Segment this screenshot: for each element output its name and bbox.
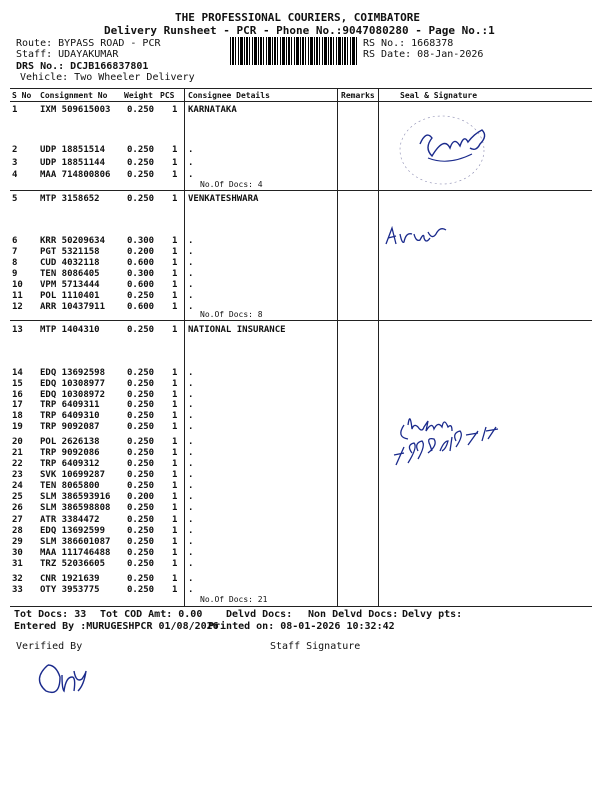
pieces: 1 xyxy=(172,422,178,432)
weight: 0.250 xyxy=(127,291,155,301)
consignment-number: UDP 18851144 xyxy=(40,158,106,168)
no-of-docs: No.Of Docs: 8 xyxy=(200,310,263,319)
consignment-number: OTY 3953775 xyxy=(40,585,100,595)
col-header-consignment: Consignment No xyxy=(40,91,108,100)
consignment-number: VPM 5713444 xyxy=(40,280,100,290)
consignment-number: TRP 6409310 xyxy=(40,411,100,421)
group-separator xyxy=(10,190,592,191)
consignee-detail: . xyxy=(188,574,194,584)
serial-number: 17 xyxy=(12,400,23,410)
serial-number: 20 xyxy=(12,437,23,447)
consignee-detail: . xyxy=(188,422,194,432)
table-top-rule xyxy=(10,88,592,89)
table-row xyxy=(0,559,600,570)
pieces: 1 xyxy=(172,481,178,491)
pieces: 1 xyxy=(172,390,178,400)
consignee-detail: . xyxy=(188,258,194,268)
serial-number: 26 xyxy=(12,503,23,513)
consignment-number: KRR 50209634 xyxy=(40,236,106,246)
table-row xyxy=(0,325,600,336)
weight: 0.250 xyxy=(127,503,155,513)
consignment-number: MTP 3158652 xyxy=(40,194,100,204)
verified-by-label: Verified By xyxy=(16,641,83,652)
pieces: 1 xyxy=(172,459,178,469)
pieces: 1 xyxy=(172,379,178,389)
consignee-detail: . xyxy=(188,459,194,469)
col-header-weight: Weight xyxy=(124,91,153,100)
weight: 0.250 xyxy=(127,170,155,180)
consignment-number: TRP 6409311 xyxy=(40,400,100,410)
table-row xyxy=(0,537,600,548)
serial-number: 21 xyxy=(12,448,23,458)
pieces: 1 xyxy=(172,158,178,168)
weight: 0.300 xyxy=(127,236,155,246)
table-row xyxy=(0,503,600,514)
weight: 0.250 xyxy=(127,158,155,168)
weight: 0.250 xyxy=(127,422,155,432)
consignment-number: POL 1110401 xyxy=(40,291,100,301)
serial-number: 13 xyxy=(12,325,23,335)
consignment-number: TRP 9092086 xyxy=(40,448,100,458)
consignment-number: EDQ 13692598 xyxy=(40,368,106,378)
signature-verified xyxy=(34,655,94,700)
serial-number: 27 xyxy=(12,515,23,525)
weight: 0.600 xyxy=(127,280,155,290)
consignee-detail: . xyxy=(188,492,194,502)
weight: 0.250 xyxy=(127,194,155,204)
consignee-detail: . xyxy=(188,368,194,378)
consignment-number: ARR 10437911 xyxy=(40,302,106,312)
pieces: 1 xyxy=(172,526,178,536)
serial-number: 10 xyxy=(12,280,23,290)
consignment-number: TEN 8065800 xyxy=(40,481,100,491)
serial-number: 8 xyxy=(12,258,18,268)
serial-number: 33 xyxy=(12,585,23,595)
table-row xyxy=(0,280,600,291)
consignment-number: EDQ 10308977 xyxy=(40,379,106,389)
staff-signature-label: Staff Signature xyxy=(270,641,361,652)
pieces: 1 xyxy=(172,411,178,421)
serial-number: 31 xyxy=(12,559,23,569)
serial-number: 29 xyxy=(12,537,23,547)
consignee-name: VENKATESHWARA xyxy=(188,194,259,204)
consignment-number: TRP 6409312 xyxy=(40,459,100,469)
weight: 0.250 xyxy=(127,448,155,458)
table-row xyxy=(0,247,600,258)
consignment-number: UDP 18851514 xyxy=(40,145,106,155)
consignee-detail: . xyxy=(188,437,194,447)
serial-number: 7 xyxy=(12,247,18,257)
consignee-detail: . xyxy=(188,400,194,410)
weight: 0.250 xyxy=(127,390,155,400)
col-header-consignee: Consignee Details xyxy=(188,91,270,100)
pieces: 1 xyxy=(172,470,178,480)
serial-number: 14 xyxy=(12,368,23,378)
table-row xyxy=(0,585,600,596)
serial-number: 25 xyxy=(12,492,23,502)
weight: 0.250 xyxy=(127,368,155,378)
consignee-detail: . xyxy=(188,537,194,547)
consignee-detail: . xyxy=(188,280,194,290)
serial-number: 15 xyxy=(12,379,23,389)
weight: 0.250 xyxy=(127,459,155,469)
pieces: 1 xyxy=(172,236,178,246)
consignee-detail: . xyxy=(188,236,194,246)
drs-label: DRS No.: DCJB166837801 xyxy=(16,61,149,72)
table-row xyxy=(0,194,600,205)
weight: 0.200 xyxy=(127,247,155,257)
table-row xyxy=(0,515,600,526)
consignment-number: MAA 714800806 xyxy=(40,170,111,180)
consignee-detail: . xyxy=(188,448,194,458)
table-row xyxy=(0,302,600,313)
pieces: 1 xyxy=(172,400,178,410)
table-row xyxy=(0,548,600,559)
serial-number: 2 xyxy=(12,145,18,155)
route-label: Route: BYPASS ROAD - PCR xyxy=(16,38,161,49)
weight: 0.600 xyxy=(127,302,155,312)
serial-number: 11 xyxy=(12,291,23,301)
consignee-detail: . xyxy=(188,247,194,257)
col-header-pcs: PCS xyxy=(160,91,175,100)
weight: 0.250 xyxy=(127,145,155,155)
weight: 0.250 xyxy=(127,411,155,421)
printed-on: Printed on: 08-01-2026 10:32:42 xyxy=(208,621,395,632)
non-delvd-docs: Non Delvd Docs: xyxy=(308,609,399,620)
consignee-detail: . xyxy=(188,390,194,400)
col-header-sno: S No xyxy=(12,91,32,100)
tot-docs: Tot Docs: 33 xyxy=(14,609,87,620)
delvd-docs: Delvd Docs: xyxy=(226,609,293,620)
pieces: 1 xyxy=(172,280,178,290)
weight: 0.250 xyxy=(127,526,155,536)
pieces: 1 xyxy=(172,503,178,513)
weight: 0.250 xyxy=(127,437,155,447)
consignment-number: SVK 10699287 xyxy=(40,470,106,480)
runsheet-title: Delivery Runsheet - PCR - Phone No.:9047080280 - Page No.:1 xyxy=(104,24,495,37)
serial-number: 5 xyxy=(12,194,18,204)
table-row xyxy=(0,492,600,503)
no-of-docs: No.Of Docs: 21 xyxy=(200,595,268,604)
pieces: 1 xyxy=(172,437,178,447)
consignee-detail: . xyxy=(188,526,194,536)
pieces: 1 xyxy=(172,515,178,525)
consignee-detail: . xyxy=(188,158,194,168)
col-header-remarks: Remarks xyxy=(341,91,375,100)
pieces: 1 xyxy=(172,105,178,115)
serial-number: 23 xyxy=(12,470,23,480)
consignee-name: NATIONAL INSURANCE xyxy=(188,325,286,335)
table-row xyxy=(0,526,600,537)
consignment-number: TRP 9092087 xyxy=(40,422,100,432)
col-header-seal: Seal & Signature xyxy=(400,91,478,100)
table-bottom-rule xyxy=(10,606,592,607)
rs-no-label: RS No.: 1668378 xyxy=(363,38,454,49)
consignment-number: CNR 1921639 xyxy=(40,574,100,584)
serial-number: 4 xyxy=(12,170,18,180)
entered-by: Entered By :MURUGESHPCR 01/08/2026 xyxy=(14,621,219,632)
weight: 0.250 xyxy=(127,559,155,569)
table-row xyxy=(0,574,600,585)
weight: 0.250 xyxy=(127,574,155,584)
pieces: 1 xyxy=(172,548,178,558)
consignee-detail: . xyxy=(188,515,194,525)
weight: 0.250 xyxy=(127,379,155,389)
pieces: 1 xyxy=(172,537,178,547)
seal-stamp-1 xyxy=(390,110,520,190)
barcode xyxy=(230,37,358,65)
consignment-number: POL 2626138 xyxy=(40,437,100,447)
consignment-number: PGT 5321158 xyxy=(40,247,100,257)
pieces: 1 xyxy=(172,302,178,312)
pieces: 1 xyxy=(172,194,178,204)
consignment-number: SLM 386598808 xyxy=(40,503,111,513)
pieces: 1 xyxy=(172,291,178,301)
table-row xyxy=(0,258,600,269)
consignment-number: EDQ 13692599 xyxy=(40,526,106,536)
consignment-number: MAA 111746488 xyxy=(40,548,111,558)
no-of-docs: No.Of Docs: 4 xyxy=(200,180,263,189)
weight: 0.250 xyxy=(127,325,155,335)
weight: 0.250 xyxy=(127,400,155,410)
serial-number: 32 xyxy=(12,574,23,584)
consignment-number: IXM 509615003 xyxy=(40,105,111,115)
weight: 0.250 xyxy=(127,470,155,480)
serial-number: 12 xyxy=(12,302,23,312)
vehicle-label: Vehicle: Two Wheeler Delivery xyxy=(20,72,195,83)
serial-number: 18 xyxy=(12,411,23,421)
pieces: 1 xyxy=(172,559,178,569)
consignee-detail: . xyxy=(188,559,194,569)
pieces: 1 xyxy=(172,448,178,458)
pieces: 1 xyxy=(172,247,178,257)
serial-number: 3 xyxy=(12,158,18,168)
consignee-detail: . xyxy=(188,145,194,155)
weight: 0.250 xyxy=(127,105,155,115)
consignee-detail: . xyxy=(188,379,194,389)
consignment-number: SLM 386601087 xyxy=(40,537,111,547)
signature-arun xyxy=(382,222,452,252)
table-row xyxy=(0,291,600,302)
consignment-number: CUD 4032118 xyxy=(40,258,100,268)
serial-number: 9 xyxy=(12,269,18,279)
pieces: 1 xyxy=(172,368,178,378)
serial-number: 28 xyxy=(12,526,23,536)
group-separator xyxy=(10,320,592,321)
pieces: 1 xyxy=(172,269,178,279)
weight: 0.250 xyxy=(127,537,155,547)
consignment-number: SLM 386593916 xyxy=(40,492,111,502)
weight: 0.300 xyxy=(127,269,155,279)
consignee-detail: . xyxy=(188,170,194,180)
weight: 0.600 xyxy=(127,258,155,268)
pieces: 1 xyxy=(172,325,178,335)
serial-number: 19 xyxy=(12,422,23,432)
serial-number: 16 xyxy=(12,390,23,400)
weight: 0.200 xyxy=(127,492,155,502)
staff-label: Staff: UDAYAKUMAR xyxy=(16,49,119,60)
consignee-detail: . xyxy=(188,291,194,301)
tot-cod-amt: Tot COD Amt: 0.00 xyxy=(100,609,203,620)
consignment-number: ATR 3384472 xyxy=(40,515,100,525)
weight: 0.250 xyxy=(127,481,155,491)
weight: 0.250 xyxy=(127,585,155,595)
pieces: 1 xyxy=(172,574,178,584)
weight: 0.250 xyxy=(127,548,155,558)
serial-number: 22 xyxy=(12,459,23,469)
signature-phone xyxy=(390,405,530,485)
consignment-number: TEN 8086405 xyxy=(40,269,100,279)
serial-number: 1 xyxy=(12,105,18,115)
pieces: 1 xyxy=(172,145,178,155)
company-title: THE PROFESSIONAL COURIERS, COIMBATORE xyxy=(175,11,421,24)
consignee-detail: . xyxy=(188,585,194,595)
delvy-pts: Delvy pts: xyxy=(402,609,463,620)
serial-number: 6 xyxy=(12,236,18,246)
consignee-detail: . xyxy=(188,548,194,558)
serial-number: 24 xyxy=(12,481,23,491)
rs-date-label: RS Date: 08-Jan-2026 xyxy=(363,49,484,60)
consignment-number: TRZ 52036605 xyxy=(40,559,106,569)
consignee-detail: . xyxy=(188,269,194,279)
weight: 0.250 xyxy=(127,515,155,525)
table-row xyxy=(0,368,600,379)
serial-number: 30 xyxy=(12,548,23,558)
pieces: 1 xyxy=(172,492,178,502)
consignee-detail: . xyxy=(188,481,194,491)
consignment-number: EDQ 10308972 xyxy=(40,390,106,400)
consignee-detail: . xyxy=(188,470,194,480)
table-row xyxy=(0,379,600,390)
table-row xyxy=(0,236,600,247)
consignment-number: MTP 1404310 xyxy=(40,325,100,335)
pieces: 1 xyxy=(172,585,178,595)
pieces: 1 xyxy=(172,170,178,180)
pieces: 1 xyxy=(172,258,178,268)
consignee-detail: . xyxy=(188,503,194,513)
consignee-detail: . xyxy=(188,302,194,312)
consignee-detail: . xyxy=(188,411,194,421)
table-row xyxy=(0,269,600,280)
consignee-name: KARNATAKA xyxy=(188,105,237,115)
table-header-rule xyxy=(10,101,592,102)
